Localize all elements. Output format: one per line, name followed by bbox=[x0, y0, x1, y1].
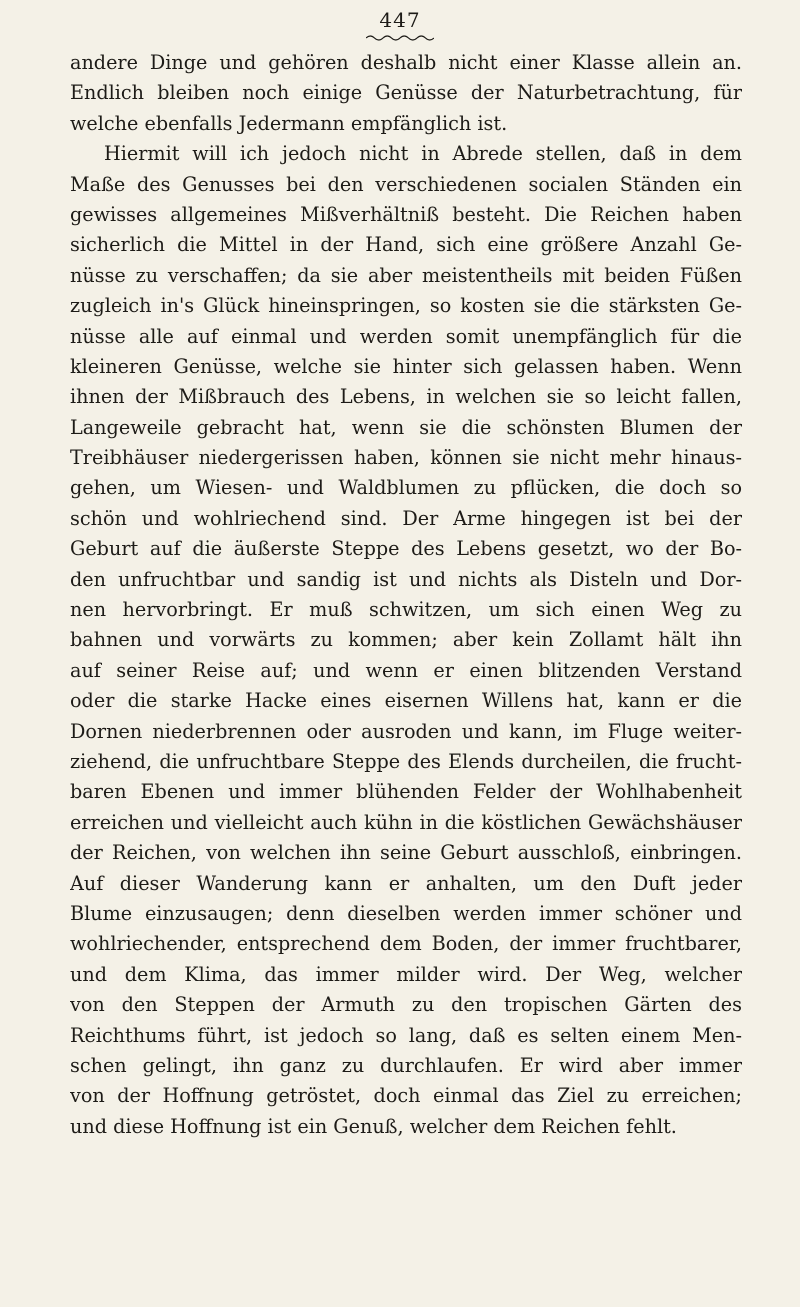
text-line: Dornen niederbrennen oder ausroden und kann, im Fluge weiter- bbox=[70, 719, 742, 743]
text-line: und dem Klima, das immer milder wird. Der Weg, welcher bbox=[70, 962, 742, 986]
text-line: schön und wohlriechend sind. Der Arme hingegen ist bei der bbox=[70, 506, 742, 530]
text-line: zugleich in's Glück hineinspringen, so kosten sie die stärksten Ge- bbox=[70, 294, 742, 318]
text-line: gehen, um Wiesen- und Waldblumen zu pflücken, die doch so bbox=[70, 476, 742, 500]
body-text bbox=[70, 48, 742, 1142]
text-line: ihnen der Mißbrauch des Lebens, in welchen sie so leicht fallen, bbox=[70, 385, 742, 409]
text-line: den unfruchtbar und sandig ist und nichts als Disteln und Dor- bbox=[70, 567, 742, 591]
text-line: Langeweile gebracht hat, wenn sie die schönsten Blumen der bbox=[70, 415, 742, 439]
text-line: ziehend, die unfruchtbare Steppe des Elends durcheilen, die frucht- bbox=[70, 749, 742, 773]
text-line: Blume einzusaugen; denn dieselben werden immer schöner und bbox=[70, 901, 742, 925]
text-line: Endlich bleiben noch einige Genüsse der Naturbetrachtung, für bbox=[70, 81, 742, 105]
text-line: auf seiner Reise auf; und wenn er einen blitzenden Verstand bbox=[70, 658, 742, 682]
text-line: Hiermit will ich jedoch nicht in Abrede stellen, daß in dem bbox=[104, 142, 742, 166]
text-line: erreichen und vielleicht auch kühn in die köstlichen Gewächshäuser bbox=[70, 810, 742, 834]
text-line: von den Steppen der Armuth zu den tropischen Gärten des bbox=[70, 993, 742, 1017]
text-line: oder die starke Hacke eines eisernen Willens hat, kann er die bbox=[70, 689, 742, 713]
text-line: der Reichen, von welchen ihn seine Geburt ausschloß, einbringen. bbox=[70, 841, 742, 865]
text-line: Auf dieser Wanderung kann er anhalten, um den Duft jeder bbox=[70, 871, 742, 895]
text-line: wohlriechender, entsprechend dem Boden, der immer fruchtbarer, bbox=[70, 932, 742, 956]
text-line: schen gelingt, ihn ganz zu durchlaufen. Er wird aber immer bbox=[70, 1053, 742, 1077]
text-line: Treibhäuser niedergerissen haben, können sie nicht mehr hinaus- bbox=[70, 446, 742, 470]
text-line: nen hervorbringt. Er muß schwitzen, um sich einen Weg zu bbox=[70, 598, 742, 622]
page-number-ornament bbox=[366, 34, 434, 42]
text-line: andere Dinge und gehören deshalb nicht einer Klasse allein an. bbox=[70, 51, 742, 74]
text-line: nüsse alle auf einmal und werden somit unempfänglich für die bbox=[70, 324, 742, 348]
text-line: bahnen und vorwärts zu kommen; aber kein Zollamt hält ihn bbox=[70, 628, 742, 652]
page-number: 447 bbox=[379, 8, 421, 32]
text-line: und diese Hoffnung ist ein Genuß, welcher dem Reichen fehlt. bbox=[70, 1114, 677, 1138]
text-line: nüsse zu verschaffen; da sie aber meistentheils mit beiden Füßen bbox=[70, 263, 742, 287]
text-line: kleineren Genüsse, welche sie hinter sich gelassen haben. Wenn bbox=[70, 354, 742, 378]
text-line: Reichthums führt, ist jedoch so lang, daß es selten einem Men- bbox=[70, 1023, 742, 1047]
text-line: Maße des Genusses bei den verschiedenen socialen Ständen ein bbox=[70, 172, 742, 196]
text-line: sicherlich die Mittel in der Hand, sich eine größere Anzahl Ge- bbox=[70, 233, 742, 257]
text-line: gewisses allgemeines Mißverhältniß besteht. Die Reichen haben bbox=[70, 202, 742, 226]
text-line: Geburt auf die äußerste Steppe des Lebens gesetzt, wo der Bo- bbox=[70, 537, 742, 561]
text-line: baren Ebenen und immer blühenden Felder der Wohlhabenheit bbox=[70, 780, 742, 804]
text-line: welche ebenfalls Jedermann empfänglich ist. bbox=[70, 111, 508, 135]
text-line: von der Hoffnung getröstet, doch einmal das Ziel zu erreichen; bbox=[70, 1084, 742, 1108]
